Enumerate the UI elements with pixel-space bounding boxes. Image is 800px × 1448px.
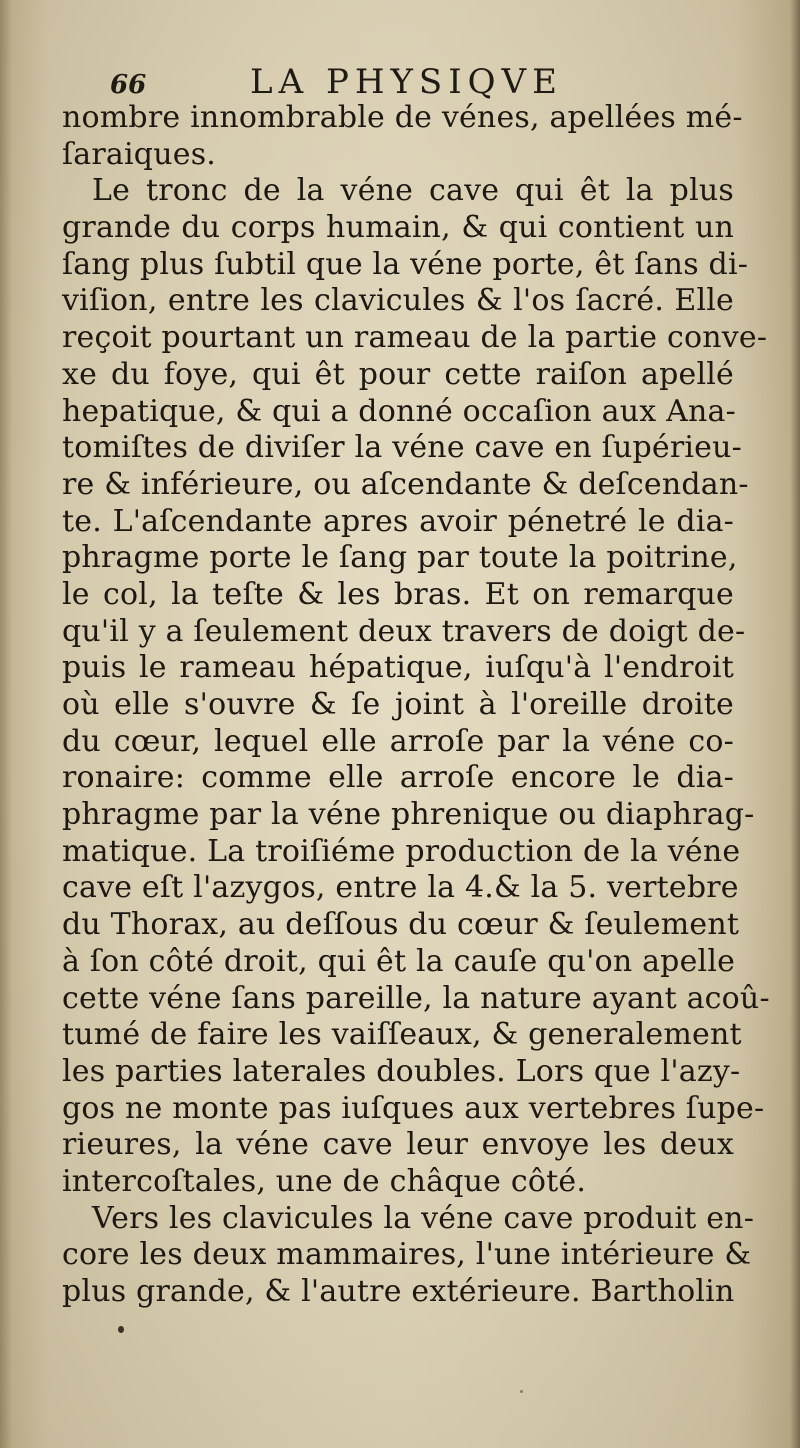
text-line: te. L'aſcendante apres avoir pénetré le dia- bbox=[62, 503, 734, 539]
text-line: les parties laterales doubles. Lors que l'azy- bbox=[62, 1053, 741, 1089]
text-line: puis le rameau hépatique, iuſqu'à l'endroit bbox=[62, 650, 734, 686]
text-line: xe du foye, qui êt pour cette raiſon apellé bbox=[62, 356, 734, 392]
text-line: tomiſtes de diviſer la véne cave en ſupérieu- bbox=[62, 430, 742, 466]
body-text bbox=[62, 100, 770, 1311]
text-line: grande du corps humain, & qui contient un bbox=[62, 210, 734, 246]
text-line: phragme porte le ſang par toute la poitrine, bbox=[62, 540, 738, 576]
text-line: tumé de faire les vaiſſeaux, & generalement bbox=[62, 1017, 742, 1053]
text-line: cave eſt l'azygos, entre la 4.& la 5. vertebre bbox=[62, 870, 739, 906]
text-line: intercoſtales, une de châque côté. bbox=[62, 1163, 587, 1199]
text-line: le col, la teſte & les bras. Et on remarque bbox=[62, 576, 734, 612]
text-line: à ſon côté droit, qui êt la cauſe qu'on apelle bbox=[62, 943, 736, 979]
text-line: ſaraiques. bbox=[62, 136, 217, 172]
text-line: ſang plus ſubtil que la véne porte, êt ſans di- bbox=[62, 246, 749, 282]
text-line: viſion, entre les clavicules & l'os ſacré. Elle bbox=[62, 283, 734, 319]
text-line: cette véne ſans pareille, la nature ayant acoû- bbox=[62, 980, 770, 1016]
text-line: gos ne monte pas iuſques aux vertebres ſupe- bbox=[62, 1090, 765, 1126]
text-line: reçoit pourtant un rameau de la partie conve- bbox=[62, 320, 768, 356]
text-line: matique. La troiſiéme production de la véne bbox=[62, 833, 741, 869]
text-line: du Thorax, au deſſous du cœur & ſeulement bbox=[62, 907, 740, 943]
text-line: rieures, la véne cave leur envoye les deux bbox=[62, 1127, 734, 1163]
ink-speck bbox=[118, 1326, 124, 1333]
text-line: hepatique, & qui a donné occaſion aux Ana- bbox=[62, 393, 736, 429]
text-line: qu'il y a ſeulement deux travers de doigt de- bbox=[62, 613, 746, 649]
text-line: Le tronc de la véne cave qui êt la plus bbox=[92, 173, 734, 209]
page-number: 66 bbox=[110, 70, 147, 100]
page-edge-shadow bbox=[790, 0, 800, 1448]
text-line: core les deux mammaires, l'une intérieure & bbox=[62, 1237, 752, 1273]
text-line: Vers les clavicules la véne cave produit en- bbox=[92, 1200, 755, 1236]
text-line: plus grande, & l'autre extérieure. Bartholin bbox=[62, 1274, 735, 1309]
running-title: LA PHYSIQVE bbox=[250, 62, 563, 102]
text-line: phragme par la véne phrenique ou diaphrag- bbox=[62, 797, 755, 833]
text-line: du cœur, lequel elle arroſe par la véne co- bbox=[62, 723, 734, 759]
page-gutter-shadow bbox=[0, 0, 12, 1448]
text-line: ronaire: comme elle arroſe encore le dia- bbox=[62, 760, 734, 796]
text-line: où elle s'ouvre & ſe joint à l'oreille droite bbox=[62, 687, 734, 722]
ink-speck bbox=[520, 1390, 523, 1393]
text-line: nombre innombrable de vénes, apellées mé- bbox=[62, 100, 743, 135]
text-line: re & inférieure, ou aſcendante & deſcendan- bbox=[62, 466, 749, 502]
